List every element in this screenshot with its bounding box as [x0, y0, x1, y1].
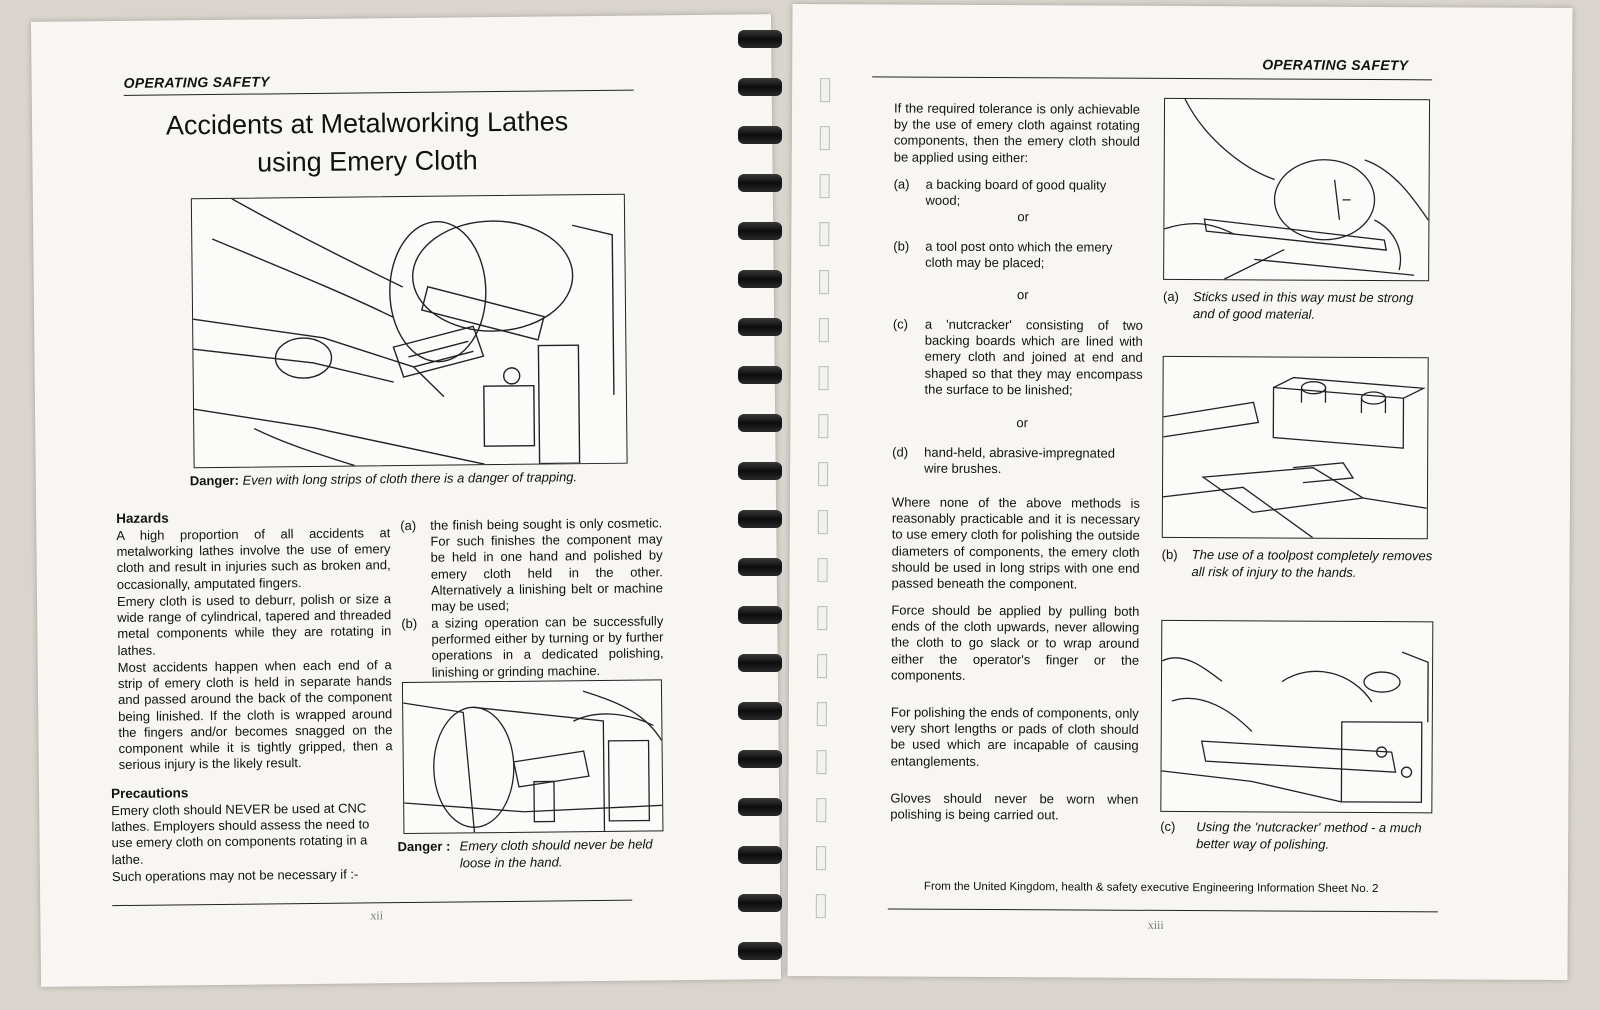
condition-marker: (b)	[401, 615, 418, 632]
spiral-binding	[738, 30, 782, 970]
precautions-para-1: Emery cloth should NEVER be used at CNC lathes. Employers should assess the need to use emery cloth on components rotating in a lathe.	[111, 800, 370, 867]
body-para-2: Force should be applied by pulling both ends of the cloth upwards, never allowing the cloth to go slack or to wrap around either the operator's finger or the components.	[890, 602, 1140, 683]
method-marker: (d)	[892, 444, 909, 460]
hazards-para-3: Most accidents happen when each end of a strip of emery cloth is held in separate hands and passed around the back of the component being linished. If the cloth is wrapped around the fingers and/or becomes snagged on the component while it is tightly gripped, then a serious injury is the likely result.	[117, 657, 393, 773]
precautions-para-2: Such operations may not be necessary if :-	[111, 866, 359, 885]
header-rule	[124, 90, 634, 96]
punch-hole	[817, 750, 827, 774]
body-para-4: Gloves should never be worn when polishing is being carried out.	[890, 790, 1139, 823]
punch-hole	[819, 318, 829, 342]
coil	[738, 750, 782, 768]
method-d	[892, 444, 1142, 478]
coil	[738, 318, 782, 336]
body-para-3: For polishing the ends of components, only very short lengths or pads of cloth should be used which are incapable of causing entanglements.	[890, 704, 1139, 769]
coil	[738, 558, 782, 576]
footer-rule	[888, 908, 1438, 912]
method-marker: (b)	[893, 238, 910, 254]
grinding-machine-illustration	[402, 679, 664, 834]
punch-hole	[819, 270, 829, 294]
coil	[738, 126, 782, 144]
punch-hole	[817, 606, 827, 630]
coil	[738, 414, 782, 432]
method-text: a backing board of good quality wood;	[925, 176, 1107, 209]
caption-label: Danger :	[397, 838, 451, 855]
caption-marker: (a)	[1162, 288, 1179, 304]
coil	[738, 510, 782, 528]
method-text: hand-held, abrasive-impregnated wire brushes.	[924, 444, 1116, 477]
method-a	[893, 176, 1143, 210]
coil	[738, 30, 782, 48]
coil	[738, 222, 782, 240]
punch-hole	[818, 462, 828, 486]
punch-hole	[818, 510, 828, 534]
right-page	[787, 4, 1572, 980]
footer-rule	[112, 900, 632, 906]
method-marker: (a)	[893, 176, 910, 192]
condition-b	[401, 613, 664, 681]
punch-hole	[820, 174, 830, 198]
punch-hole	[816, 894, 826, 918]
coil	[738, 174, 782, 192]
or-separator: or	[1016, 415, 1028, 431]
caption-label: Danger:	[189, 472, 239, 489]
running-head: OPERATING SAFETY	[1262, 56, 1409, 74]
caption-text: Even with long strips of cloth there is a danger of trapping.	[242, 469, 578, 488]
nutcracker-illustration	[1160, 620, 1433, 813]
or-separator: or	[1017, 209, 1030, 225]
hazards-para-2: Emery cloth is used to deburr, polish or size a wide range of cylindrical, tapered and threaded metal components while they are rotating in lathes.	[116, 591, 392, 658]
small-figure-caption	[398, 835, 668, 872]
intro-paragraph: If the required tolerance is only achievable by the use of emery cloth against rotating components, then the emery cloth should be applied using either:	[893, 100, 1141, 165]
punch-hole	[818, 558, 828, 582]
page-number: xii	[370, 908, 384, 923]
running-head: OPERATING SAFETY	[123, 73, 270, 91]
caption-text: Emery cloth should never be held loose in the hand.	[459, 836, 653, 871]
method-b	[893, 238, 1143, 272]
caption-text: Using the 'nutcracker' method - a much better way of polishing.	[1196, 819, 1422, 852]
coil	[738, 78, 782, 96]
coil	[738, 942, 782, 960]
caption-marker: (b)	[1161, 546, 1178, 562]
caption-marker: (c)	[1160, 818, 1176, 834]
figure-caption-c	[1160, 818, 1432, 853]
lathe-hands-illustration	[191, 194, 628, 469]
coil	[738, 462, 782, 480]
hazards-heading: Hazards	[116, 510, 169, 527]
coil	[738, 270, 782, 288]
toolpost-illustration	[1162, 356, 1429, 539]
coil	[738, 846, 782, 864]
coil	[738, 702, 782, 720]
method-c	[892, 316, 1142, 398]
title-line-2: using Emery Cloth	[256, 145, 478, 178]
figure-caption-b	[1162, 546, 1434, 581]
left-page	[31, 14, 781, 987]
backing-board-illustration	[1163, 98, 1430, 281]
header-rule	[872, 76, 1432, 80]
punch-hole	[820, 126, 830, 150]
condition-text: a sizing operation can be successfully performed either by turning or by further operations in a dedicated polishing, linishing or grinding machine.	[431, 613, 664, 680]
body-para-1: Where none of the above methods is reasonably practicable and it is necessary to use emery cloth for polishing the outside diameters of components, the emery cloth should be used in long strips with one end passed beneath the component.	[891, 494, 1140, 592]
coil	[738, 366, 782, 384]
punch-hole	[816, 798, 826, 822]
method-marker: (c)	[892, 316, 909, 332]
coil	[738, 654, 782, 672]
precautions-heading: Precautions	[110, 785, 189, 802]
coil	[738, 798, 782, 816]
source-note: From the United Kingdom, health & safety executive Engineering Information Sheet No. 2	[923, 880, 1379, 896]
page-title	[142, 102, 593, 183]
punch-hole	[819, 366, 829, 390]
coil	[738, 894, 782, 912]
method-text: a 'nutcracker' consisting of two backing boards which are lined with emery cloth and joined at end and shaped so that they may encompass the surface to be linished;	[924, 316, 1143, 398]
condition-a	[400, 515, 663, 615]
caption-text: Sticks used in this way must be strong and of good material.	[1192, 289, 1414, 322]
page-number: xiii	[1147, 917, 1164, 932]
punch-hole	[816, 846, 826, 870]
main-figure-caption	[190, 468, 630, 490]
condition-text: the finish being sought is only cosmetic. For such finishes the component may be held in one hand and polished by emery cloth held in the other. Alternatively a linishing belt or machine may be used;	[430, 515, 664, 614]
hazards-para-1: A high proportion of all accidents at metalworking lathes involve the use of emery cloth and result in injuries such as broken and, occasionally, amputated fingers.	[116, 525, 391, 592]
punch-hole	[819, 222, 829, 246]
punch-hole	[820, 78, 830, 102]
punch-hole	[818, 414, 828, 438]
condition-marker: (a)	[400, 517, 417, 534]
or-separator: or	[1016, 287, 1029, 303]
caption-text: The use of a toolpost completely removes all risk of injury to the hands.	[1191, 547, 1433, 580]
method-text: a tool post onto which the emery cloth may be placed;	[925, 238, 1113, 271]
title-line-1: Accidents at Metalworking Lathes	[165, 106, 569, 141]
punch-hole	[817, 702, 827, 726]
figure-caption-a	[1163, 288, 1433, 323]
punch-hole	[817, 654, 827, 678]
coil	[738, 606, 782, 624]
